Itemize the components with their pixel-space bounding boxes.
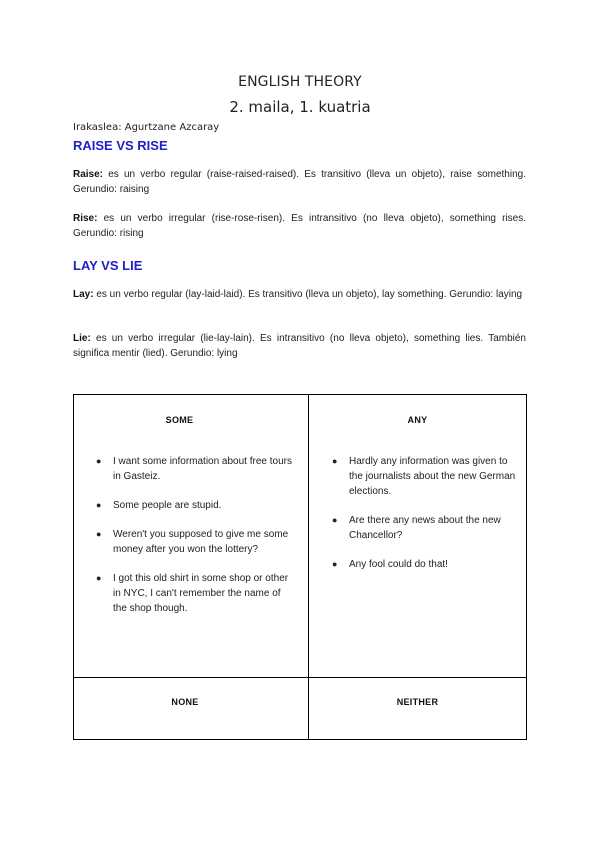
list-item: [96, 571, 296, 616]
list-item-text: Are there any news about the new Chancellor?: [349, 515, 501, 541]
table-divider-horizontal: [74, 677, 526, 678]
teacher-line: Irakaslea: Agurtzane Azcaray: [73, 122, 220, 133]
lay-term: Lay:: [73, 289, 94, 300]
document-title: ENGLISH THEORY: [238, 74, 362, 90]
lay-definition: [73, 287, 526, 302]
any-examples-list: [332, 454, 522, 586]
bullet-icon: ●: [96, 529, 102, 539]
list-item: [332, 454, 522, 499]
bullet-icon: ●: [96, 456, 102, 466]
list-item: [96, 498, 296, 513]
list-item-text: Hardly any information was given to the journalists about the new German elections.: [349, 456, 516, 497]
list-item: [96, 454, 296, 484]
quantifier-table: [73, 394, 527, 740]
lay-vs-lie-heading: LAY VS LIE: [73, 258, 143, 273]
lie-definition: [73, 331, 526, 361]
lie-term: Lie:: [73, 333, 91, 344]
any-cell-title: ANY: [407, 415, 428, 425]
bullet-icon: ●: [332, 515, 338, 525]
list-item: [96, 527, 296, 557]
list-item-text: I got this old shirt in some shop or other in NYC, I can't remember the name of the shop though.: [113, 573, 289, 614]
bullet-icon: ●: [96, 573, 102, 583]
rise-term: Rise:: [73, 213, 98, 224]
list-item-text: Some people are stupid.: [113, 500, 222, 511]
list-item-text: Any fool could do that!: [349, 559, 448, 570]
neither-cell-title: NEITHER: [396, 697, 439, 707]
raise-vs-rise-heading: RAISE VS RISE: [73, 138, 168, 153]
document-subtitle: 2. maila, 1. kuatria: [229, 98, 371, 116]
list-item: [332, 513, 522, 543]
raise-text: es un verbo regular (raise-raised-raised). Es transitivo (lleva un objeto), raise something. Gerundio: raising: [73, 169, 526, 195]
none-cell-title: NONE: [171, 697, 199, 707]
raise-term: Raise:: [73, 169, 104, 180]
rise-definition: [73, 211, 526, 241]
lie-text: es un verbo irregular (lie-lay-lain). Es intransitivo (no lleva objeto), something lies. También significa mentir (lied). Gerundio: lying: [73, 333, 526, 359]
list-item: [332, 557, 522, 572]
bullet-icon: ●: [332, 456, 338, 466]
rise-text: es un verbo irregular (rise-rose-risen). Es intransitivo (no lleva objeto), something rises. Gerundio: rising: [73, 213, 527, 239]
table-divider-vertical: [308, 395, 309, 739]
list-item-text: Weren't you supposed to give me some money after you won the lottery?: [113, 529, 289, 555]
bullet-icon: ●: [332, 559, 338, 569]
bullet-icon: ●: [96, 500, 102, 510]
some-examples-list: [96, 454, 296, 630]
raise-definition: [73, 167, 526, 197]
some-cell-title: SOME: [165, 415, 194, 425]
list-item-text: I want some information about free tours in Gasteiz.: [113, 456, 292, 482]
lay-text: es un verbo regular (lay-laid-laid). Es transitivo (lleva un objeto), lay something. Gerundio: laying: [96, 289, 523, 300]
